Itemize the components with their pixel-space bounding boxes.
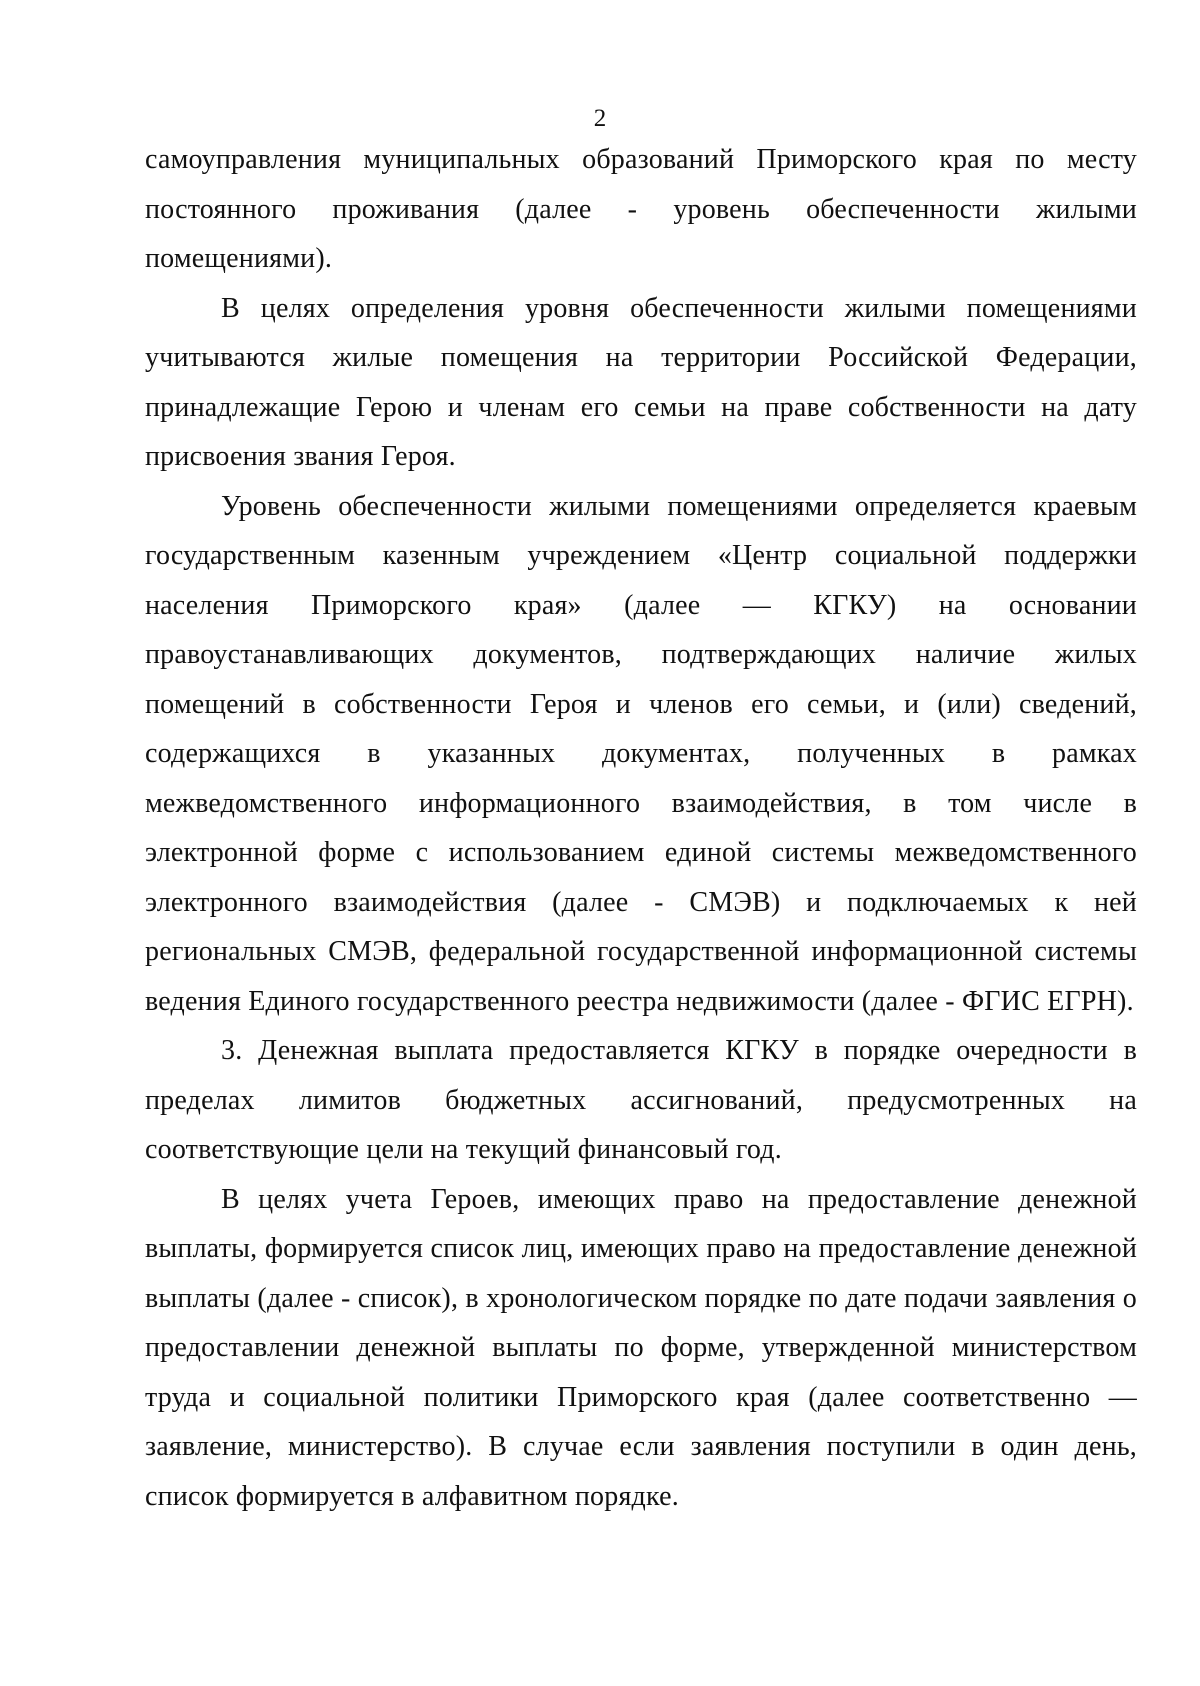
- paragraph-list-formation: В целях учета Героев, имеющих право на предоставление денежной выплаты, формируется список лиц, имеющих право на предоставление денежной выплаты (далее - список), в хронологическом порядке по дате подачи заявления о предоставлении денежной выплаты по форме, утвержденной министерством труда и социальной политики Приморского края (далее соответственно — заявление, министерство). В случае если заявления поступили в один день, список формируется в алфавитном порядке.: [145, 1183, 1137, 1512]
- document-body: [145, 135, 1137, 1521]
- paragraph-housing-criteria: В целях определения уровня обеспеченности жилыми помещениями учитываются жилые помещения на территории Российской Федерации, принадлежащие Герою и членам его семьи на праве собственности на дату присвоения звания Героя.: [145, 292, 1137, 472]
- paragraph-continuation: самоуправления муниципальных образований Приморского края по месту постоянного проживания (далее - уровень обеспеченности жилыми помещениями).: [145, 144, 1137, 274]
- paragraph-kgku-determination: Уровень обеспеченности жилыми помещениями определяется краевым государственным казенным учреждением «Центр социальной поддержки населения Приморского края» (далее — КГКУ) на основании правоустанавливающих документов, подтверждающих наличие жилых помещений в собственности Героя и членов его семьи, и (или) сведений, содержащихся в указанных документах, полученных в рамках межведомственного информационного взаимодействия, в том числе в электронной форме с использованием единой системы межведомственного электронного взаимодействия (далее - СМЭВ) и подключаемых к ней региональных СМЭВ, федеральной государственной информационной системы ведения Единого государственного реестра недвижимости (далее - ФГИС ЕГРН).: [145, 490, 1137, 1017]
- page-number: 2: [593, 105, 607, 132]
- paragraph-clause-3: 3. Денежная выплата предоставляется КГКУ в порядке очередности в пределах лимитов бюджетных ассигнований, предусмотренных на соответствующие цели на текущий финансовый год.: [145, 1035, 1137, 1165]
